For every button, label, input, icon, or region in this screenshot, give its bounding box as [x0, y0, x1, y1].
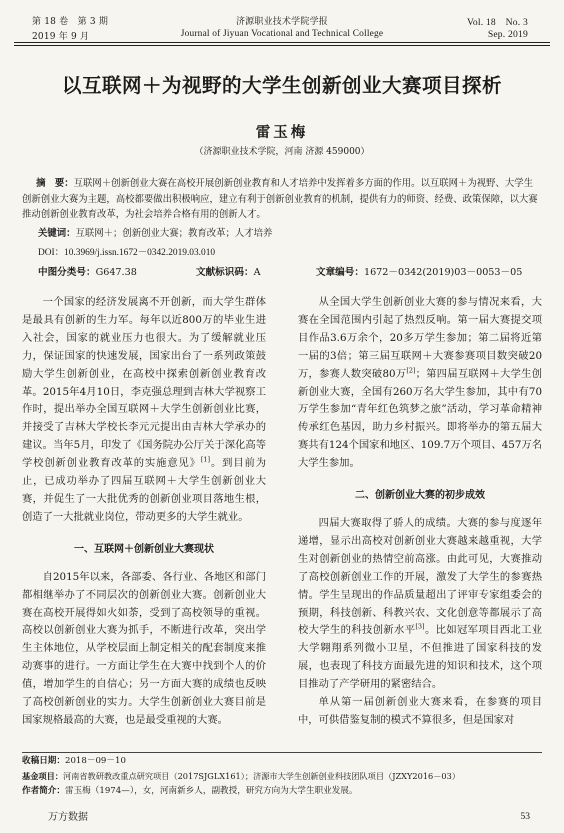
abstract-text: 互联网＋创新创业大赛在高校开展创新创业教育和人才培养中发挥着多方面的作用。以互联网＋为视野、大学生创新创业大赛为主题，高校都要做出积极响应，建立有利于创新创业教育的机制，提供有力的师资、经费、政策保障，以大赛推动创新创业教育改革，为社会培养合格有用的创新人才。 [22, 178, 538, 221]
article-title: 以互联网＋为视野的大学生创新创业大赛项目探析 [61, 74, 502, 97]
paragraph-text: 。到目前为止，已成功举办了四届互联网＋大学生创新创业大赛，并促生了一大批优秀的创新创业项目落地生根，创造了一大批就业岗位，带动更多的大学生就业。 [22, 457, 267, 523]
paragraph [298, 294, 542, 473]
citation: [2] [406, 366, 416, 375]
footnote-rule [22, 752, 542, 753]
paragraph-text: 四届大赛取得了骄人的成绩。大赛的参与度逐年递增，显示出高校对创新创业大赛越来越重视，大学生对创新创业的热情空前高涨。由此可见，大赛推动了高校创新创业工作的开展，激发了大学生的参赛热情。学生呈现出的作品质量超出了评审专家组委会的预期，科技创新、科教兴农、文化创意等都展示了高校大学生的科技创新水平 [298, 516, 542, 637]
header-rule-bottom [14, 45, 550, 46]
received-value: 2018－09－10 [64, 756, 126, 766]
page-number: 53 [520, 812, 530, 822]
paragraph: 单从第一届创新创业大赛来看，在参赛的项目中，可供借鉴复制的模式不算很多，但是国家对 [298, 696, 542, 726]
header-rule-top [14, 42, 550, 43]
keywords-label: 关键词： [38, 228, 76, 239]
paragraph [298, 515, 542, 694]
fund-info [22, 769, 542, 784]
bio-label: 作者简介： [22, 786, 65, 796]
clc-label: 中图分类号： [38, 267, 96, 278]
paragraph-text: 。比如冠军项目西北工业大学翱翔系列微小卫星，不但推进了国家科技的发展，也表现了科技方面最先进的知识和技术，这个项目推动了产学研用的紧密结合。 [298, 624, 542, 691]
header-date-en: Sep. 2019 [487, 29, 528, 40]
paragraph-text: 从全国大学生创新创业大赛的参与情况来看，大赛在全国范围内引起了热烈反响。第一届大赛提交项目作品3.6万余个，20多万学生参加；第二届将近第一届的3倍；第三届互联网＋大赛参赛项目数突破20万，参赛人数突破80万 [298, 296, 542, 380]
header-journal-cn: 济源职业技术学院学报 [235, 17, 328, 27]
fund-value: 河南省教研教改重点研究项目（2017SJGLX161）；济源市大学生创新创业科技团队项目（JZXY2016－03） [62, 771, 461, 781]
author-name: 雷玉梅 [255, 124, 309, 141]
citation: [3] [415, 622, 425, 631]
paragraph-text: ；第四届互联网＋大学生创新创业大赛，全国有260万名大学生参加，其中有70万学生参加“青年红色筑梦之旅”活动，学习革命精神传承红色基因，助力乡村振兴。即将举办的第五届大赛共有124个国家和地区、109.7万个项目、457万名大学生参加。 [298, 367, 543, 470]
received-date [22, 754, 542, 769]
keywords [38, 225, 272, 239]
art-value: 1672－0342(2019)03－0053－05 [363, 267, 523, 278]
author-affiliation: （济源职业技术学院，河南 济源 459000） [194, 147, 370, 157]
abstract-label: 摘 要： [36, 178, 74, 189]
clc-value: G647.38 [95, 267, 137, 278]
right-column [298, 294, 542, 730]
abstract [22, 176, 542, 223]
header-date: 2019 年 9 月 [32, 32, 90, 42]
watermark: 万方数据 [48, 812, 88, 823]
running-header [0, 0, 564, 46]
doc-value: A [253, 267, 261, 278]
section-heading-1: 一、互联网＋创新创业大赛现状 [74, 543, 214, 555]
clc-number [38, 264, 137, 278]
header-journal-en: Journal of Jiyuan Vocational and Technical College [180, 29, 384, 39]
doc-label: 文献标识码： [196, 267, 254, 278]
fund-label: 基金项目： [22, 771, 63, 781]
received-label: 收稿日期： [22, 756, 65, 766]
citation: [1] [200, 455, 211, 464]
header-volume-en: Vol. 18 No. 3 [466, 17, 528, 28]
footnotes [22, 754, 542, 799]
left-column [22, 294, 266, 730]
doi: DOI：10.3969/j.issn.1672－0342.2019.03.010 [38, 248, 216, 258]
art-label: 文章编号： [316, 267, 364, 278]
bio-value: 雷玉梅（1974—），女，河南新乡人，副教授，研究方向为大学生职业发展。 [64, 786, 358, 796]
keywords-text: 互联网＋；创新创业大赛；教育改革；人才培养 [75, 228, 273, 239]
header-volume: 第 18 卷 第 3 期 [32, 17, 109, 27]
section-heading-2: 二、创新创业大赛的初步成效 [355, 490, 485, 502]
document-code [196, 264, 261, 278]
article-number [316, 264, 522, 278]
author-bio [22, 784, 542, 799]
paragraph: 自2015年以来，各部委、各行业、各地区和部门都相继举办了不同层次的创新创业大赛。创新创业大赛在高校开展得如火如荼，受到了高校领导的重视。高校以创新创业大赛为抓手，不断进行改革，突出学生主体地位，从学校层面上制定相关的配套制度来推动赛事的进行。一方面让学生在大赛中找到个人的价值，增加学生的自信心；另一方面大赛的成绩也反映了高校创新创业的实力。大学生创新创业大赛目前是国家规格最高的大赛，也是最受重视的大赛。 [22, 570, 266, 726]
paragraph-text: 一个国家的经济发展离不开创新，而大学生群体是最具有创新的生力军。每年以近800万的毕业生进入社会，国家的就业压力也很大。为了缓解就业压力，保证国家的快速发展，国家出台了一系列政策鼓励大学生创新创业，在高校中探索创新创业教育改革。2015年4月10日，李克强总理到吉林大学视察工作时，提出举办全国互联网＋大学生创新创业比赛，并接受了吉林大学校长李元元提出由吉林大学承办的建议。当年5月，印发了《国务院办公厅关于深化高等学校创新创业教育改革的实施意见》 [22, 296, 266, 470]
paragraph [22, 294, 266, 527]
